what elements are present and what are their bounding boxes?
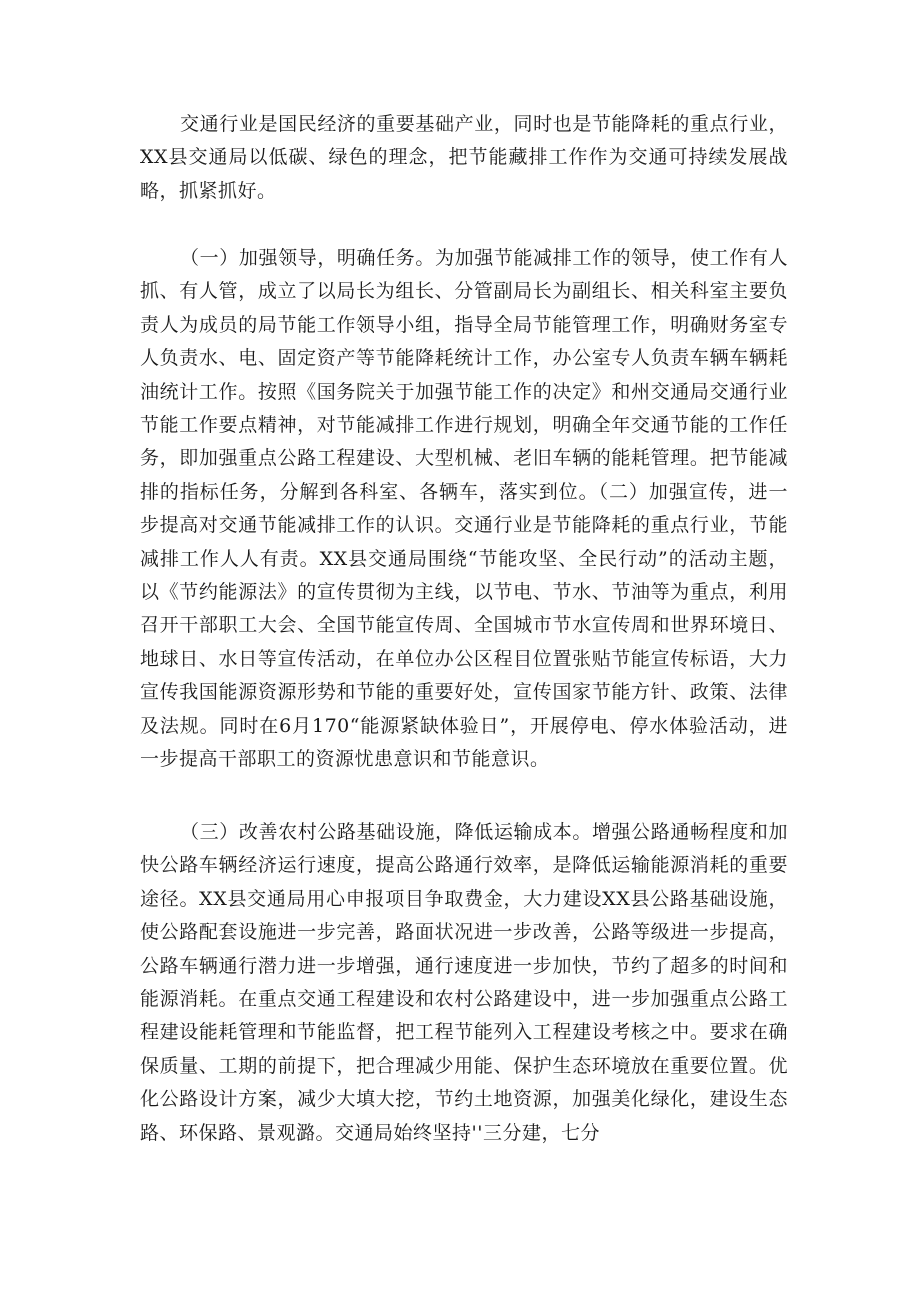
paragraph-intro: 交通行业是国民经济的重要基础产业，同时也是节能降耗的重点行业，XX县交通局以低碳、绿色的理念，把节能藏排工作作为交通可持续发展战略，抓紧抓好。 — [140, 113, 788, 202]
paragraph-leadership-and-publicity: （一）加强领导，明确任务。为加强节能减排工作的领导，使工作有人抓、有人管，成立了以局长为组长、分管副局长为副组长、相关科室主要负责人为成员的局节能工作领导小组，指导全局节能管理工作，明确财务室专人负责水、电、固定资产等节能降耗统计工作，办公室专人负责车辆车辆耗油统计工作。按照《国务院关于加强节能工作的决定》和州交通局交通行业节能工作要点精神，对节能减排工作进行规划，明确全年交通节能的工作任务，即加强重点公路工程建设、大型机械、老旧车辆的能耗管理。把节能减排的指标任务，分解到各科室、各辆车，落实到位。（二）加强宣传，进一步提高对交通节能减排工作的认识。交通行业是节能降耗的重点行业，节能减排工作人人有责。XX县交通局围绕“节能攻坚、全民行动”的活动主题，以《节约能源法》的宣传贯彻为主线，以节电、节水、节油等为重点，利用召开干部职工大会、全国节能宣传周、全国城市节水宣传周和世界环境日、地球日、水日等宣传活动，在单位办公区程目位置张贴节能宣传标语，大力宣传我国能源资源形势和节能的重要好处，宣传国家节能方针、政策、法律及法规。同时在6月170“能源紧缺体验日”，开展停电、停水体验活动，进一步提高干部职工的资源忧患意识和节能意识。 — [140, 247, 788, 771]
paragraph-rural-road-infrastructure: （三）改善农村公路基础设施，降低运输成本。增强公路通畅程度和加快公路车辆经济运行速度，提高公路通行效率，是降低运输能源消耗的重要途径。XX县交通局用心申报项目争取费金，大力建设XX县公路基础设施，使公路配套设施进一步完善，路面状况进一步改善，公路等级进一步提高，公路车辆通行潜力进一步增强，通行速度进一步加快，节约了超多的时间和能源消耗。在重点交通工程建设和农村公路建设中，进一步加强重点公路工程建设能耗管理和节能监督，把工程节能列入工程建设考核之中。要求在确保质量、工期的前提下，把合理减少用能、保护生态环境放在重要位置。优化公路设计方案，减少大填大挖，节约土地资源，加强美化绿化，建设生态路、环保路、景观潞。交通局始终坚持''三分建，七分 — [140, 821, 788, 1144]
